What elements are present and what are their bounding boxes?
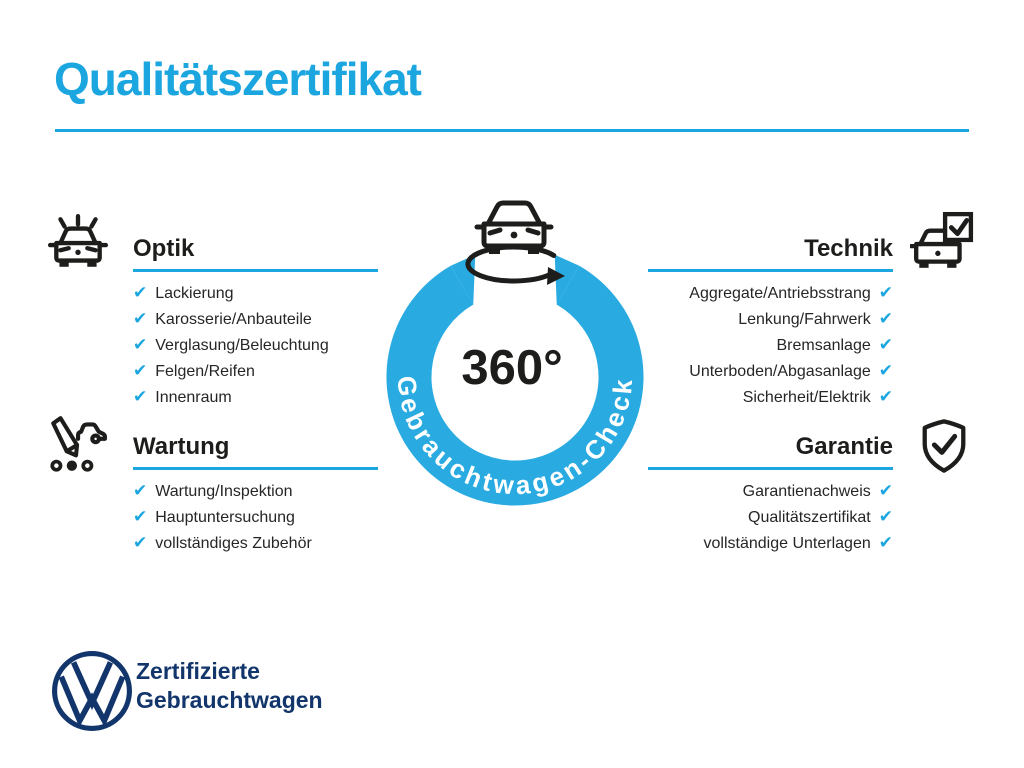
checklist-item-label: Garantienachweis — [742, 483, 871, 501]
check-icon: ✔ — [878, 360, 893, 381]
check-icon: ✔ — [133, 386, 148, 407]
checklist-item — [648, 360, 893, 381]
section-garantie-title: Garantie — [795, 433, 893, 460]
section-wartung-title: Wartung — [133, 433, 230, 460]
checklist-item-label: Wartung/Inspektion — [155, 483, 293, 501]
check-icon: ✔ — [133, 360, 148, 381]
footer-claim-line1: Zertifizierte — [136, 658, 260, 684]
checklist-item — [133, 360, 378, 381]
ring-curved-label: Gebrauchtwagen-Check — [391, 374, 639, 501]
car-checkbox-icon — [910, 210, 974, 274]
checklist-item — [133, 509, 378, 527]
section-divider — [133, 467, 378, 470]
service-checklist-icon — [44, 412, 108, 476]
checklist-item-label: Innenraum — [155, 388, 232, 406]
checklist-item — [133, 535, 378, 553]
checklist-item — [648, 337, 893, 355]
checklist-item — [648, 386, 893, 407]
car-shine-icon — [46, 210, 110, 274]
checklist-item — [133, 386, 378, 407]
check-icon: ✔ — [878, 507, 893, 528]
footer-claim — [136, 657, 323, 715]
section-garantie — [648, 434, 893, 561]
section-optik-title: Optik — [133, 235, 195, 262]
section-wartung — [133, 434, 378, 561]
check-icon: ✔ — [133, 335, 148, 356]
section-technik — [648, 236, 893, 415]
checklist-item-label: Qualitätszertifikat — [748, 509, 871, 527]
checklist-item-label: Unterboden/Abgasanlage — [689, 362, 871, 380]
checklist-item — [133, 285, 378, 303]
checklist-item-label: Hauptuntersuchung — [155, 509, 295, 527]
section-divider — [648, 467, 893, 470]
checklist-item — [648, 285, 893, 303]
checklist-item — [648, 535, 893, 553]
checklist-item-label: Aggregate/Antriebsstrang — [689, 285, 871, 303]
checklist-item-label: Bremsanlage — [776, 337, 871, 355]
checklist-item-label: Felgen/Reifen — [155, 362, 255, 380]
check-icon: ✔ — [878, 283, 893, 304]
page-title: Qualitätszertifikat — [54, 53, 421, 105]
checklist-item — [648, 509, 893, 527]
check-icon: ✔ — [133, 283, 148, 304]
footer-claim-line2: Gebrauchtwagen — [136, 687, 323, 713]
checklist-item-label: Sicherheit/Elektrik — [742, 388, 871, 406]
check-icon: ✔ — [878, 386, 893, 407]
section-divider — [648, 269, 893, 272]
checklist-item — [648, 311, 893, 329]
check-icon: ✔ — [133, 507, 148, 528]
checklist-item — [648, 483, 893, 501]
check-icon: ✔ — [878, 309, 893, 330]
section-optik — [133, 236, 378, 415]
vw-logo — [51, 650, 133, 732]
shield-check-icon — [914, 416, 974, 476]
checklist-item — [133, 483, 378, 501]
checklist-item-label: vollständige Unterlagen — [703, 535, 871, 553]
checklist-item — [133, 311, 378, 329]
checklist-item-label: Verglasung/Beleuchtung — [155, 337, 329, 355]
degrees-label: 360° — [461, 341, 563, 395]
checklist-item-label: Karosserie/Anbauteile — [155, 311, 312, 329]
checklist-item-label: Lenkung/Fahrwerk — [738, 311, 871, 329]
check-icon: ✔ — [133, 481, 148, 502]
checklist-item — [133, 337, 378, 355]
section-divider — [133, 269, 378, 272]
check-icon: ✔ — [878, 335, 893, 356]
check-icon: ✔ — [133, 309, 148, 330]
check-icon: ✔ — [133, 533, 148, 554]
section-technik-title: Technik — [804, 235, 893, 262]
checklist-item-label: vollständiges Zubehör — [155, 535, 312, 553]
title-divider — [55, 129, 969, 132]
car-360-rotate-icon — [452, 194, 576, 298]
check-icon: ✔ — [878, 481, 893, 502]
check-icon: ✔ — [878, 533, 893, 554]
checklist-item-label: Lackierung — [155, 285, 234, 303]
